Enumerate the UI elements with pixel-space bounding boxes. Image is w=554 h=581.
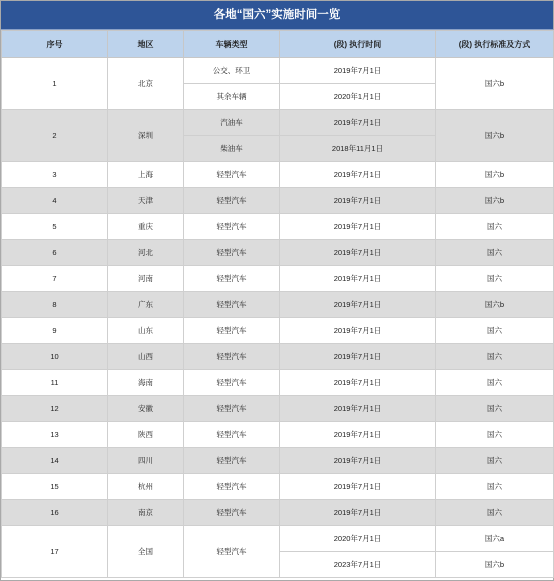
implementation-table — [1, 30, 554, 578]
cell-time: 2019年7月1日 — [280, 500, 436, 526]
cell-time: 2019年7月1日 — [280, 162, 436, 188]
table-row — [2, 344, 554, 370]
cell-vehicle-type: 轻型汽车 — [184, 526, 280, 578]
cell-vehicle-type: 轻型汽车 — [184, 370, 280, 396]
cell-standard: 国六a — [436, 526, 554, 552]
cell-standard: 国六 — [436, 344, 554, 370]
table-row — [2, 188, 554, 214]
cell-vehicle-type: 其余车辆 — [184, 84, 280, 110]
table-row — [2, 292, 554, 318]
cell-vehicle-type: 轻型汽车 — [184, 422, 280, 448]
header-standard: (段) 执行标准及方式 — [436, 31, 554, 58]
cell-region: 天津 — [108, 188, 184, 214]
cell-number: 10 — [2, 344, 108, 370]
cell-number: 5 — [2, 214, 108, 240]
cell-vehicle-type: 轻型汽车 — [184, 344, 280, 370]
cell-time: 2020年7月1日 — [280, 526, 436, 552]
cell-region: 陕西 — [108, 422, 184, 448]
table-row — [2, 162, 554, 188]
header-vehicle-type: 车辆类型 — [184, 31, 280, 58]
cell-vehicle-type: 轻型汽车 — [184, 214, 280, 240]
cell-number: 13 — [2, 422, 108, 448]
cell-region: 山东 — [108, 318, 184, 344]
cell-standard: 国六b — [436, 162, 554, 188]
cell-vehicle-type: 轻型汽车 — [184, 474, 280, 500]
cell-number: 15 — [2, 474, 108, 500]
table-row — [2, 240, 554, 266]
cell-standard: 国六 — [436, 422, 554, 448]
cell-vehicle-type: 轻型汽车 — [184, 292, 280, 318]
table-row — [2, 214, 554, 240]
table-row — [2, 318, 554, 344]
cell-standard: 国六 — [436, 396, 554, 422]
cell-time: 2019年7月1日 — [280, 214, 436, 240]
table-row — [2, 448, 554, 474]
header-number: 序号 — [2, 31, 108, 58]
cell-standard: 国六 — [436, 318, 554, 344]
cell-number: 8 — [2, 292, 108, 318]
table-row — [2, 58, 554, 84]
cell-standard: 国六b — [436, 110, 554, 162]
cell-region: 四川 — [108, 448, 184, 474]
cell-time: 2019年7月1日 — [280, 240, 436, 266]
cell-standard: 国六 — [436, 214, 554, 240]
cell-time: 2019年7月1日 — [280, 344, 436, 370]
cell-standard: 国六b — [436, 188, 554, 214]
cell-number: 9 — [2, 318, 108, 344]
cell-standard: 国六 — [436, 240, 554, 266]
cell-standard: 国六 — [436, 370, 554, 396]
cell-number: 1 — [2, 58, 108, 110]
cell-time: 2019年7月1日 — [280, 370, 436, 396]
header-row — [2, 31, 554, 58]
cell-number: 7 — [2, 266, 108, 292]
cell-vehicle-type: 汽油车 — [184, 110, 280, 136]
table-row — [2, 474, 554, 500]
cell-number: 2 — [2, 110, 108, 162]
cell-region: 安徽 — [108, 396, 184, 422]
table-row — [2, 422, 554, 448]
cell-time: 2018年11月1日 — [280, 136, 436, 162]
cell-region: 海南 — [108, 370, 184, 396]
cell-vehicle-type: 轻型汽车 — [184, 266, 280, 292]
cell-time: 2019年7月1日 — [280, 58, 436, 84]
table-title: 各地“国六”实施时间一览 — [1, 1, 553, 30]
cell-vehicle-type: 公交、环卫 — [184, 58, 280, 84]
cell-standard: 国六 — [436, 266, 554, 292]
cell-number: 3 — [2, 162, 108, 188]
cell-time: 2019年7月1日 — [280, 448, 436, 474]
table-row — [2, 266, 554, 292]
header-region: 地区 — [108, 31, 184, 58]
cell-number: 12 — [2, 396, 108, 422]
cell-vehicle-type: 轻型汽车 — [184, 188, 280, 214]
cell-number: 11 — [2, 370, 108, 396]
cell-region: 深圳 — [108, 110, 184, 162]
table-body — [2, 58, 554, 578]
cell-time: 2019年7月1日 — [280, 110, 436, 136]
cell-time: 2020年1月1日 — [280, 84, 436, 110]
cell-number: 6 — [2, 240, 108, 266]
cell-region: 河北 — [108, 240, 184, 266]
cell-time: 2019年7月1日 — [280, 474, 436, 500]
cell-standard: 国六b — [436, 58, 554, 110]
cell-time: 2019年7月1日 — [280, 396, 436, 422]
cell-region: 上海 — [108, 162, 184, 188]
cell-time: 2019年7月1日 — [280, 266, 436, 292]
cell-region: 南京 — [108, 500, 184, 526]
table-row — [2, 370, 554, 396]
cell-vehicle-type: 轻型汽车 — [184, 162, 280, 188]
table-row — [2, 526, 554, 552]
cell-vehicle-type: 柴油车 — [184, 136, 280, 162]
cell-vehicle-type: 轻型汽车 — [184, 318, 280, 344]
cell-region: 全国 — [108, 526, 184, 578]
cell-time: 2019年7月1日 — [280, 318, 436, 344]
cell-number: 17 — [2, 526, 108, 578]
cell-number: 14 — [2, 448, 108, 474]
table-row — [2, 396, 554, 422]
cell-time: 2023年7月1日 — [280, 552, 436, 578]
header-time: (段) 执行时间 — [280, 31, 436, 58]
cell-standard: 国六b — [436, 292, 554, 318]
cell-vehicle-type: 轻型汽车 — [184, 240, 280, 266]
cell-region: 河南 — [108, 266, 184, 292]
cell-time: 2019年7月1日 — [280, 188, 436, 214]
table-row — [2, 110, 554, 136]
cell-region: 北京 — [108, 58, 184, 110]
cell-standard: 国六 — [436, 448, 554, 474]
cell-region: 杭州 — [108, 474, 184, 500]
cell-region: 重庆 — [108, 214, 184, 240]
cell-number: 16 — [2, 500, 108, 526]
table-row — [2, 500, 554, 526]
cell-vehicle-type: 轻型汽车 — [184, 396, 280, 422]
cell-vehicle-type: 轻型汽车 — [184, 500, 280, 526]
cell-time: 2019年7月1日 — [280, 422, 436, 448]
cell-standard: 国六 — [436, 500, 554, 526]
cell-number: 4 — [2, 188, 108, 214]
cell-region: 山西 — [108, 344, 184, 370]
cell-time: 2019年7月1日 — [280, 292, 436, 318]
cell-standard: 国六 — [436, 474, 554, 500]
cell-region: 广东 — [108, 292, 184, 318]
cell-vehicle-type: 轻型汽车 — [184, 448, 280, 474]
cell-standard: 国六b — [436, 552, 554, 578]
